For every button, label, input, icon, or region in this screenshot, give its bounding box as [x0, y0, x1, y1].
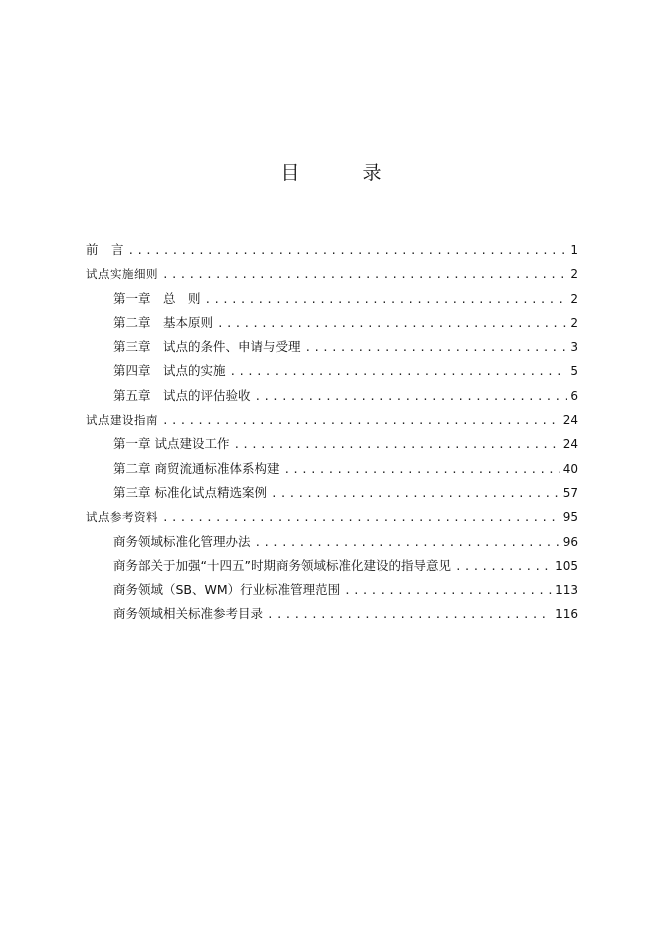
toc-entry-chapter[interactable] [86, 384, 578, 408]
toc-entry-chapter[interactable] [86, 359, 578, 383]
toc-entry-page: 116 [555, 607, 578, 622]
toc-entry-page: 57 [562, 485, 578, 500]
leader-dots [128, 239, 568, 263]
toc-entry-page: 6 [570, 388, 578, 403]
toc-section-construction-guide[interactable] [86, 408, 578, 432]
leader-dots [271, 482, 560, 506]
toc-entry-page: 105 [555, 558, 578, 573]
leader-dots [217, 312, 567, 336]
toc-section-reference-materials[interactable] [86, 505, 578, 529]
leader-dots [205, 288, 568, 312]
leader-dots [255, 531, 560, 555]
toc-entry-label: 第一章 总 则 [113, 290, 201, 306]
table-of-contents [86, 238, 578, 627]
toc-entry-chapter[interactable] [86, 432, 578, 456]
toc-entry-label: 商务领域标准化管理办法 [113, 533, 251, 549]
toc-entry-page: 24 [562, 437, 578, 452]
toc-entry-page: 96 [562, 534, 578, 549]
toc-entry-document[interactable] [86, 602, 578, 626]
toc-entry-chapter[interactable] [86, 335, 578, 359]
toc-entry-label: 商务领域（SB、WM）行业标准管理范围 [113, 582, 341, 598]
toc-entry-page: 5 [570, 364, 578, 379]
toc-entry-chapter[interactable] [86, 481, 578, 505]
toc-entry-label: 第五章 试点的评估验收 [113, 387, 251, 403]
toc-entry-document[interactable] [86, 578, 578, 602]
leader-dots [233, 433, 559, 457]
leader-dots [305, 336, 568, 360]
toc-entry-label: 第四章 试点的实施 [113, 363, 226, 379]
toc-entry-preface[interactable] [86, 238, 578, 262]
toc-entry-document[interactable] [86, 530, 578, 554]
leader-dots [344, 579, 552, 603]
leader-dots [255, 385, 568, 409]
leader-dots [283, 458, 559, 482]
toc-entry-label: 第二章 基本原则 [113, 314, 214, 330]
toc-entry-label: 商务领域相关标准参考目录 [113, 606, 264, 622]
toc-entry-label: 前 言 [86, 242, 124, 257]
leader-dots [162, 409, 560, 433]
toc-entry-page: 40 [562, 461, 578, 476]
leader-dots [230, 360, 568, 384]
toc-entry-label: 试点实施细则 [86, 267, 158, 282]
page-title: 目 录 [280, 162, 404, 184]
toc-entry-page: 2 [570, 315, 578, 330]
toc-entry-page: 2 [570, 267, 578, 282]
toc-entry-page: 95 [562, 510, 578, 525]
toc-entry-label: 第三章 试点的条件、申请与受理 [113, 339, 301, 355]
toc-entry-page: 113 [555, 583, 578, 598]
toc-entry-document[interactable] [86, 554, 578, 578]
toc-entry-label: 试点建设指南 [86, 413, 158, 428]
leader-dots [267, 603, 552, 627]
leader-dots [162, 263, 567, 287]
toc-entry-label: 商务部关于加强“十四五”时期商务领域标准化建设的指导意见 [113, 557, 451, 573]
toc-section-implementation-rules[interactable] [86, 262, 578, 286]
toc-entry-label: 第二章 商贸流通标准体系构建 [113, 460, 280, 476]
toc-entry-label: 试点参考资料 [86, 510, 158, 525]
toc-entry-chapter[interactable] [86, 457, 578, 481]
toc-entry-chapter[interactable] [86, 311, 578, 335]
toc-entry-chapter[interactable] [86, 287, 578, 311]
toc-entry-label: 第三章 标准化试点精选案例 [113, 484, 267, 500]
leader-dots [455, 555, 552, 579]
toc-entry-page: 3 [570, 340, 578, 355]
toc-entry-label: 第一章 试点建设工作 [113, 436, 230, 452]
toc-entry-page: 1 [570, 243, 578, 257]
leader-dots [162, 506, 560, 530]
toc-entry-page: 24 [562, 413, 578, 428]
toc-entry-page: 2 [570, 291, 578, 306]
